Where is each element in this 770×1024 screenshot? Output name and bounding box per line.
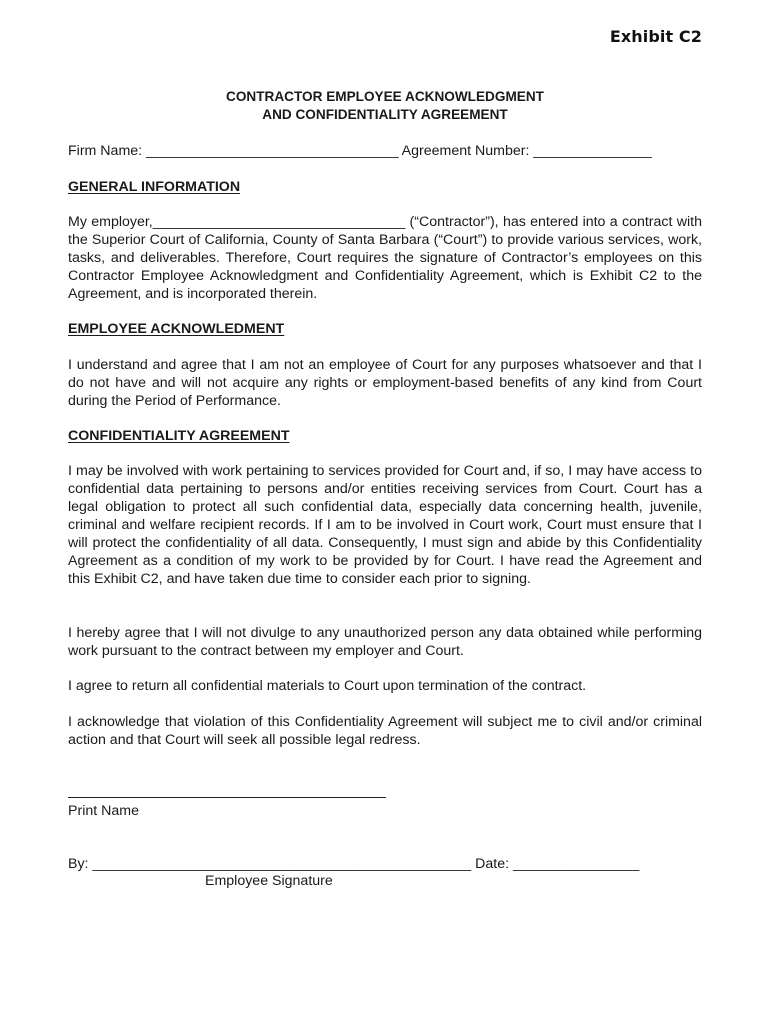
general-information-paragraph: My employer,________________________________ (“Contractor”), has entered into a contract with the Superior Court of California, County of Santa Barbara (“Court”) to provide various services, work, tasks, and deliverables. Therefore, Court requires the signature of Contractor’s employees on this Contractor Employee Acknowledgment and Confidentiality Agreement, which is Exhibit C2 to the Agreement, and is incorporated therein. [68,214,702,302]
firm-name-agreement-number-line: Firm Name: ________________________________ Agreement Number: _______________ [68,143,652,159]
general-information-heading: GENERAL INFORMATION [68,179,241,195]
confidentiality-paragraph-1: I may be involved with work pertaining to services provided for Court and, if so, I may have access to confidential data pertaining to persons and/or entities receiving services from Court. Court has a legal obligation to protect all such confidential data, especially data concerning health, juvenile, criminal and welfare recipient records. If I am to be involved in Court work, Court must ensure that I will protect the confidentiality of all data. Consequently, I must sign and abide by this Confidentiality Agreement as a condition of my work to be provided by for Court. I have read the Agreement and this Exhibit C2, and have taken due time to consider each prior to signing. [68,463,702,587]
exhibit-label: Exhibit C2 [609,27,702,46]
confidentiality-agreement-heading: CONFIDENTIALITY AGREEMENT [68,428,290,444]
employee-acknowledgment-paragraph: I understand and agree that I am not an employee of Court for any purposes whatsoever and that I do not have and will not acquire any rights or employment-based benefits of any kind from Court during the Period of Performance. [68,357,702,409]
document-title-line-2: AND CONFIDENTIALITY AGREEMENT [262,106,508,122]
document-title-line-1: CONTRACTOR EMPLOYEE ACKNOWLEDGMENT [226,89,544,104]
confidentiality-paragraph-3: I agree to return all confidential materials to Court upon termination of the contract. [68,678,587,694]
confidentiality-paragraph-2: I hereby agree that I will not divulge to any unauthorized person any data obtained while performing work pursuant to the contract between my employer and Court. [68,625,702,659]
print-name-label: Print Name [68,803,139,819]
print-name-signature-line [68,797,386,798]
employee-signature-label: Employee Signature [205,873,333,889]
signature-date-line: By: ________________________________________________ Date: ________________ [68,856,640,872]
employee-acknowledgment-heading: EMPLOYEE ACKNOWLEDMENT [68,321,285,337]
confidentiality-paragraph-4: I acknowledge that violation of this Confidentiality Agreement will subject me to civil and/or criminal action and that Court will seek all possible legal redress. [68,714,702,748]
